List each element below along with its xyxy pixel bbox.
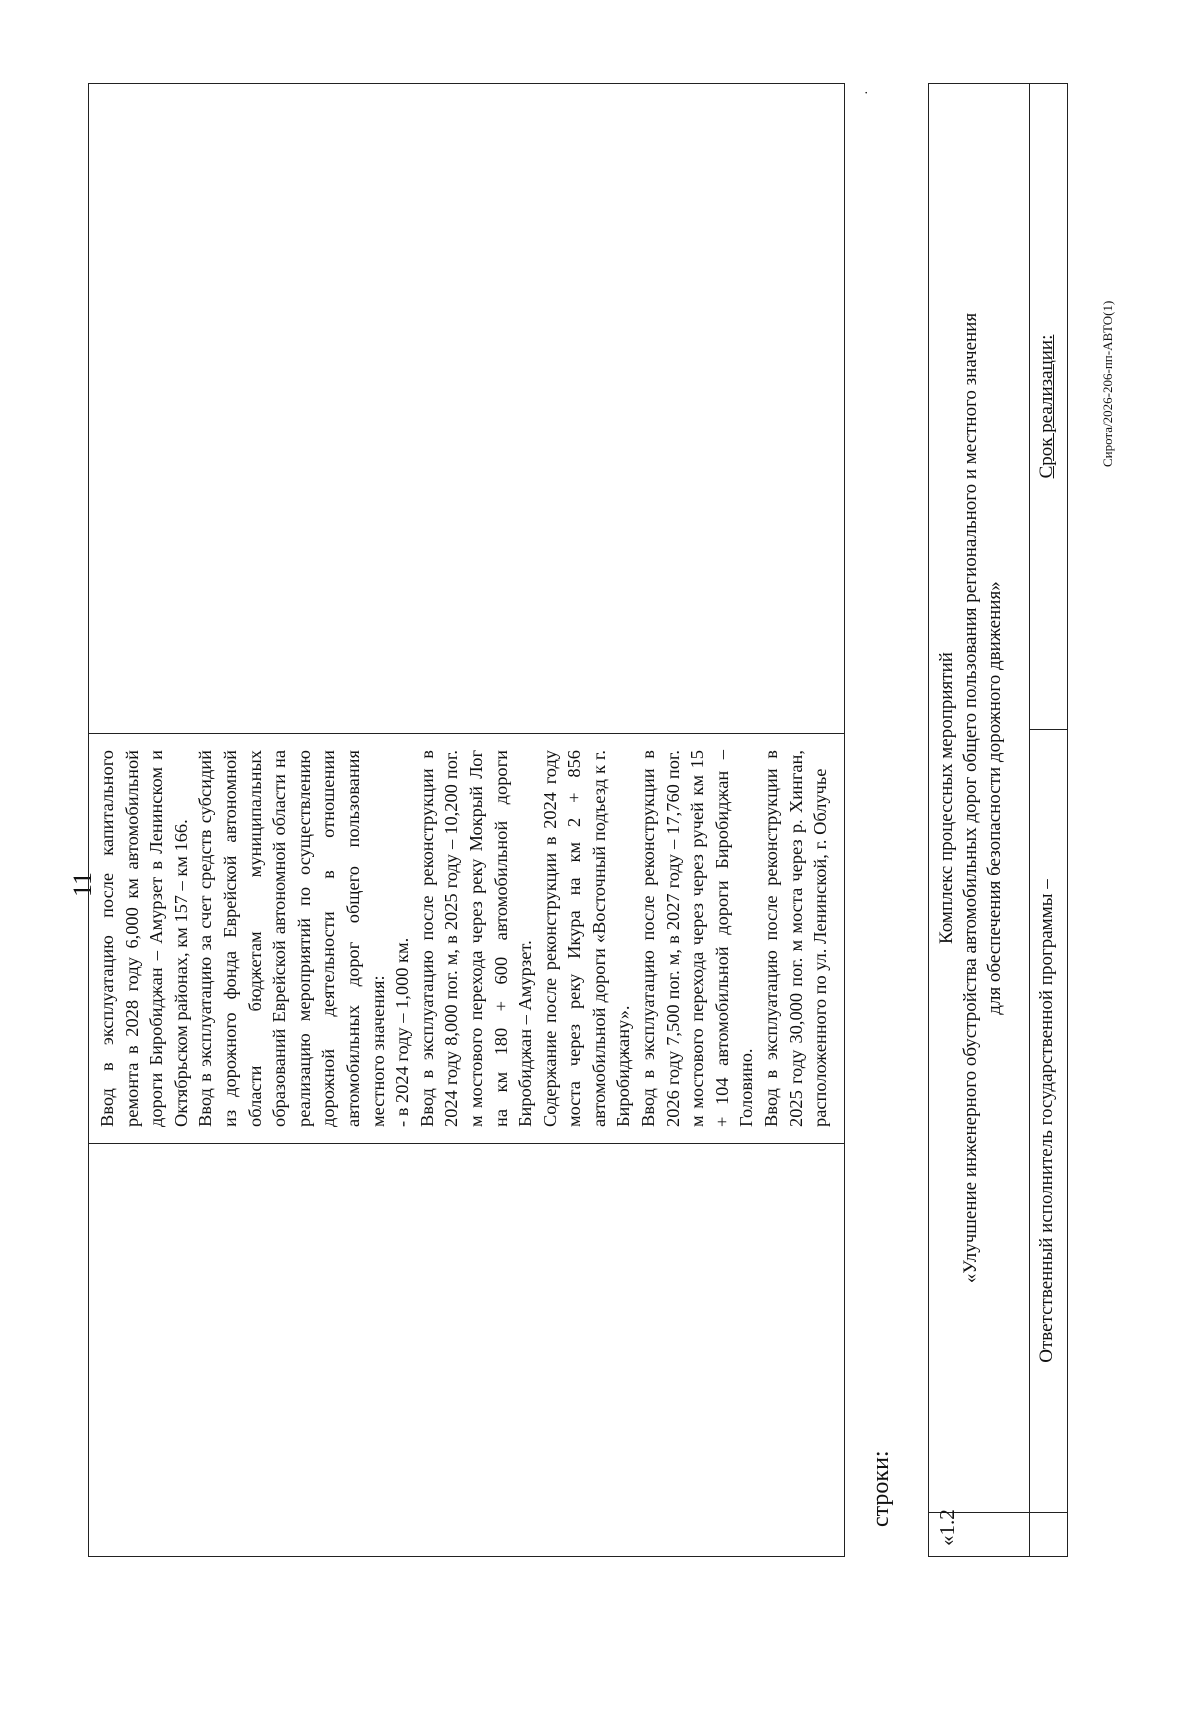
program-title-line: Комплекс процессных мероприятий bbox=[936, 652, 957, 944]
measure-paragraph: - в 2024 году – 1,000 км. bbox=[392, 937, 413, 1127]
measures-text bbox=[89, 734, 844, 1143]
program-title bbox=[929, 84, 1035, 1512]
bottom-table-body bbox=[929, 84, 1067, 1512]
scan-dot: · bbox=[860, 90, 875, 95]
row-number: «1.2 bbox=[935, 1509, 959, 1546]
strings-label: строки: bbox=[868, 1450, 894, 1527]
implementation-term-label: Срок реализации: bbox=[1036, 334, 1057, 479]
measure-paragraph: Ввод в эксплуатацию за счет средств субсидий из дорожного фонда Еврейской автономной области бюджетам муниципальных образований Еврейской автономной области на реализацию мероприятий по осуществлению дорожной деятельности в отношении автомобильных дорог общего пользования местного значения: bbox=[195, 750, 388, 1127]
responsible-executor: Ответственный исполнитель государственной программы – bbox=[1030, 729, 1067, 1512]
page-number: 11 bbox=[68, 871, 97, 897]
measure-paragraph: Ввод в эксплуатацию после реконструкции в 2025 году 30,000 пог. м моста через р. Хинган, расположенного по ул. Ленинской, г. Облучье bbox=[761, 750, 831, 1127]
row-number-cell bbox=[929, 1509, 1067, 1556]
table-cell-empty-left bbox=[89, 1144, 844, 1556]
table-cell-measures bbox=[89, 734, 844, 1144]
measure-paragraph: Ввод в эксплуатацию после реконструкции в 2026 году 7,500 пог. м, в 2027 году – 17,760 пог. м мостового перехода через через ручей км 15 + 104 автомобильной дороги Биробиджан – Головино. bbox=[638, 750, 757, 1127]
implementation-term bbox=[1030, 84, 1073, 729]
program-title-line: «Улучшение инженерного обустройства автомобильных дорог общего пользования регионального и местного значения bbox=[960, 312, 981, 1284]
measure-paragraph: Ввод в эксплуатацию после капитального ремонта в 2028 году 6,000 км автомобильной дороги Биробиджан – Амурзет в Ленинском и Октябрьском районах, км 157 – км 166. bbox=[97, 750, 191, 1127]
bottom-table bbox=[928, 83, 1068, 1557]
program-title-line: для обеспечения безопасности дорожного движения» bbox=[984, 581, 1005, 1015]
footer-code: Сирота/2026-206-пп-АВТО(1) bbox=[1100, 300, 1115, 467]
row-number-divider bbox=[1029, 1513, 1030, 1556]
bottom-table-row bbox=[1029, 84, 1067, 1512]
measure-paragraph: Содержание после реконструкции в 2024 году моста через реку Икура на км 2 + 856 автомобильной дороги «Восточный подъезд к г. Биробиджану». bbox=[539, 750, 634, 1127]
measure-paragraph: Ввод в эксплуатацию после реконструкции в 2024 году 8,000 пог. м, в 2025 году – 10,200 пог. м мостового перехода через реку Мокрый Лог на км 180 + 600 автомобильной дороги Биробиджан – Амурзет. bbox=[416, 750, 536, 1127]
table-cell-empty-right bbox=[89, 84, 844, 734]
main-table bbox=[88, 83, 845, 1557]
